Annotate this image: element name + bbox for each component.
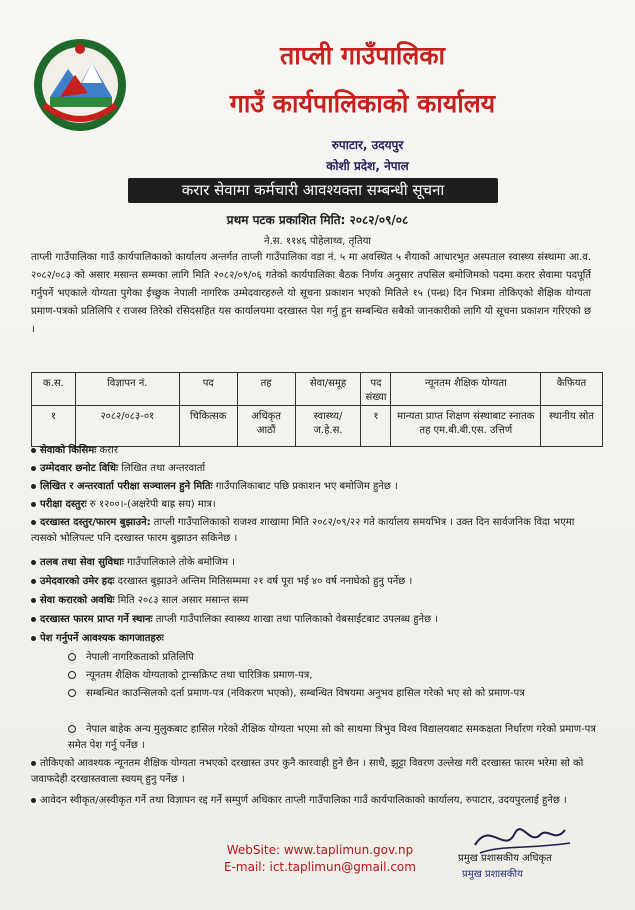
column-header: क.स. (32, 373, 76, 406)
list-item: आवेदन स्वीकृत/अस्वीकृत गर्ने तथा विज्ञापन रद्द गर्ने सम्पुर्ण अधिकार ताप्ली गाउँपालिका गाउँ कार्यपालिकाको कार्यालय, रुपाटार, उदयपुरलाई हुनेछ । (31, 793, 601, 809)
list-item: परीक्षा दस्तुरः रु १२००।-(अक्षरेपी बाह्र सय) मात्र। (31, 497, 601, 513)
office-stamp: प्रमुख प्रशासकीय (462, 869, 523, 880)
circle-bullet-icon (68, 653, 76, 661)
table-cell: अधिकृत आठौं (237, 406, 295, 447)
list-item: उमेदवारको उमेर हदः दरखास्त बुझाउने अन्तिम मितिसम्ममा २१ वर्ष पूरा भई ४० वर्ष ननाघेको हुनु पर्नेछ । (31, 574, 601, 590)
bullet-icon (31, 761, 36, 766)
bullet-icon (31, 520, 36, 525)
table-header-row (32, 373, 603, 406)
table-cell: स्थानीय स्रोत (541, 406, 603, 447)
table-cell: १ (32, 406, 76, 447)
bullet-icon (31, 560, 36, 565)
office-title: गाउँ कार्यपालिकाको कार्यालय (229, 89, 496, 118)
document-item: न्यूनतम शैक्षिक योग्यताको ट्रान्सक्रिप्ट तथा चारित्रिक प्रमाण-पत्र, (68, 668, 598, 684)
bullet-icon (31, 598, 36, 603)
column-header: विज्ञापन नं. (75, 373, 179, 406)
municipality-title: ताप्ली गाउँपालिका (279, 41, 446, 70)
bullet-icon (31, 466, 36, 471)
circle-bullet-icon (68, 671, 76, 679)
list-item: उम्मेदवार छनोट विधिः लिखित तथा अन्तरवार्ता (31, 461, 601, 477)
address-line-1: रुपाटार, उदयपुर (331, 138, 404, 152)
column-header: न्यूनतम शैक्षिक योग्यता (391, 373, 541, 406)
list-item: तलब तथा सेवा सुविधाः गाउँपालिकाले तोके बमोजिम । (31, 555, 601, 571)
column-header: सेवा/समूह (295, 373, 361, 406)
nepal-sambat-date: ने.स. ११४६ पोहेलाथ्व, तृतिया (264, 236, 371, 247)
bullet-icon (31, 636, 36, 641)
email-text: E-mail: ict.taplimun@gmail.com (224, 860, 416, 874)
document-item: नेपाल बाहेक अन्य मुलुकबाट हासिल गरेको शैक्षिक योग्यता भएमा सो को साथमा त्रिभुव विश्व विद्यालयबाट समकक्षता निर्धारण गरेको प्रमाण-पत्र समेत पेश गर्नु पर्नेछ । (68, 724, 596, 751)
column-header: पद (179, 373, 237, 406)
table-cell: १ (361, 406, 391, 447)
table-cell: २०८२/०८३-०१ (75, 406, 179, 447)
bullet-icon (31, 502, 36, 507)
list-item: सेवा करारको अवधिः मिति २०८३ साल असार मसान्त सम्म (31, 593, 601, 609)
notice-body-paragraph: ताप्ली गाउँपालिका गाउँ कार्यपालिकाको कार्यालय अन्तर्गत ताप्ली गाउँपालिका वडा नं. ५ मा अवस्थित ५ शैयाको आधारभुत अस्पताल स्वास्थ्य संस्थामा आ.व. २०८२/०८३ को असार मसान्त सम्मका लागि मिति २०८२/०९/०६ गतेको कार्यपालिका बैठक निर्णय अनुसार तपसिल बमोजिमको पदमा करार सेवामा पदपूर्ति गर्नुपर्ने भएकाले योग्यता पुगेका ईच्छुक नेपाली नागरिक उम्मेदवारहरुले यो सूचना प्रकाशन भएको मितिले १५ (पन्ध्र) दिन भित्रमा तोकिएको शैक्षिक योग्यता प्रमाण-पत्रको प्रतिलिपि र राजस्व तिरेको रसिदसहित यस कार्यालयमा दरखास्त पेश गर्नु हुन सम्बन्धित सबैको जानकारीको लागि यो सूचना प्रकाशन गरिएको छ । (31, 252, 591, 335)
vacancy-table (31, 372, 603, 447)
table-row (32, 406, 603, 447)
published-date: प्रथम पटक प्रकाशित मिति: २०८२/०९/०८ (226, 213, 409, 227)
notice-title-banner: करार सेवामा कर्मचारी आवश्यक्ता सम्बन्धी सूचना (128, 178, 498, 203)
table-cell: स्वास्थ्य/ ज.हे.स. (295, 406, 361, 447)
address-line-2: कोशी प्रदेश, नेपाल (326, 159, 409, 173)
bullet-icon (31, 798, 36, 803)
column-header: तह (237, 373, 295, 406)
signatory-title: प्रमुख प्रशासकीय अधिकृत (458, 853, 552, 864)
bullet-icon (31, 484, 36, 489)
list-item: सेवाको किसिमः करार (31, 443, 601, 459)
bullet-icon (31, 448, 36, 453)
list-item: लिखित र अन्तरवार्ता परीक्षा सञ्चालन हुने मितिः गाउँपालिकाबाट पछि प्रकाशन भए बमोजिम हुनेछ । (31, 479, 601, 495)
list-item: दरखास्त दस्तुर/फारम बुझाउने: ताप्ली गाउँपालिकाको राजश्व शाखामा मिति २०८२/०९/२२ गते कार्यालय समयभित्र । उक्त दिन सार्वजनिक विदा भएमा त्यसको भोलिपल्ट पनि दरखास्त फारम बुझाउन सकिनेछ । (31, 517, 575, 544)
column-header: पद संख्या (361, 373, 391, 406)
list-item: दरखास्त फारम प्राप्त गर्ने स्थानः ताप्ली गाउँपालिका स्वास्थ्य शाखा तथा पालिकाको वेबसाईटबाट उपलब्ध हुनेछ । (31, 612, 601, 628)
list-item: तोकिएको आवश्यक न्यूनतम शैक्षिक योग्यता नभएको दरखास्त उपर कुनै कारवाही हुने छैन । साथै, झुट्टा विवरण उल्लेख गरी दरखास्त फारम भरेमा सो को जवाफदेही दरखास्तवाला स्वयम् हुनु पर्नेछ । (31, 758, 584, 785)
circle-bullet-icon (68, 725, 76, 733)
column-header: कैफियत (541, 373, 603, 406)
table-cell: चिकित्सक (179, 406, 237, 447)
circle-bullet-icon (68, 689, 76, 697)
website-text: WebSite: www.taplimun.gov.np (226, 843, 414, 857)
table-cell: मान्यता प्राप्त शिक्षण संस्थाबाट स्नातक तह एम.बी.बी.एस. उत्तिर्ण (391, 406, 541, 447)
document-item: सम्बन्धित काउन्सिलको दर्ता प्रमाण-पत्र (नविकरण भएको), सम्बन्धित विषयमा अनुभव हासिल गरेको भए सो को प्रमाण-पत्र (68, 686, 598, 702)
bullet-icon (31, 617, 36, 622)
document-item: नेपाली नागरिकताको प्रतिलिपि (68, 650, 598, 666)
list-item: पेश गर्नुपर्ने आवश्यक कागजातहरुः (31, 631, 601, 647)
bullet-icon (31, 579, 36, 584)
